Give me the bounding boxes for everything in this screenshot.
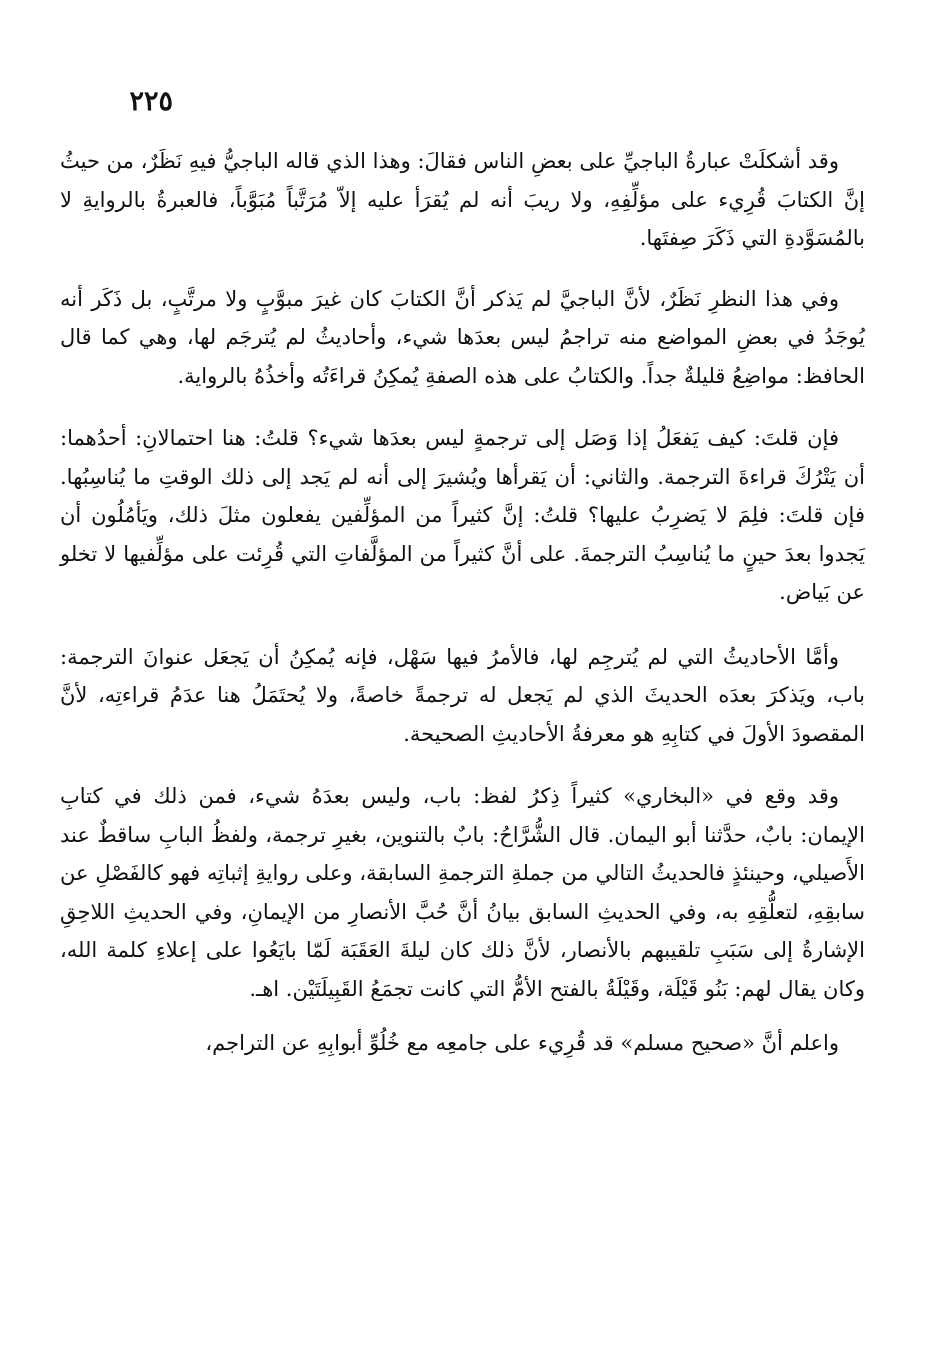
paragraph-6: واعلم أنَّ «صحيح مسلم» قد قُرِيء على جامعِه مع خُلُوِّ أبوابِهِ عن التراجم،: [205, 1031, 839, 1055]
paragraph-2: وفي هذا النظرِ نَظَرٌ، لأنَّ الباجيَّ لم يَذكر أنَّ الكتابَ كان غيرَ مبوَّبٍ ولا مرتَّبٍ، بل ذَكَر أنه يُوجَدُ في بعضِ المواضع منه تراجمُ ليس بعدَها شيء، وأحاديثُ لم يُترجَم لها، وهي كما قال الحافظ: مواضِعُ قليلةٌ جداً. والكتابُ على هذه الصفةِ يُمكِنُ قراءَتُه وأخذُهُ بالرواية.: [60, 286, 865, 388]
paragraph-4: وأمَّا الأحاديثُ التي لم يُترجِم لها، فالأمرُ فيها سَهْل، فإنه يُمكِنُ أن يَجعَل عنوانَ الترجمة: باب، ويَذكرَ بعدَه الحديثَ الذي لم يَجعل له ترجمةً خاصةً، ولا يُحتَمَلُ هنا عدَمُ قراءتِه، لأنَّ المقصودَ الأولَ في كتابِهِ هو معرفةُ الأحاديثِ الصحيحة.: [60, 644, 865, 746]
paragraph-5: وقد وقع في «البخاري» كثيراً ذِكرُ لفظ: باب، وليس بعدَهُ شيء، فمن ذلك في كتابِ الإيمان: بابٌ، حدَّثنا أبو اليمان. قال الشُّرَّاحُ: بابٌ بالتنوين، بغيرِ ترجمة، ولفظُ البابِ ساقطٌ عند الأَصيلي، وحينئذٍ فالحديثُ التالي من جملةِ الترجمةِ السابقة، وعلى روايةِ إثباتِه فهو كالفَصْلِ عن سابقِهِ، لتعلُّقِهِ به، وفي الحديثِ السابق بيانُ أنَّ حُبَّ الأنصارِ من الإيمانِ، وفي الحديثِ اللاحِقِ الإشارةُ إلى سَبَبِ تلقيبهم بالأنصار، لأنَّ ذلك كان ليلةَ العَقَبَة لَمّا بايَعُوا على إعلاءِ كلمة الله، وكان يقال لهم: بَنُو قَيْلَة، وقَيْلَةُ بالفتح الأمُّ التي كانت تجمَعُ القَبِيلَتَيْن. اهـ.: [60, 784, 865, 1001]
paragraph-3: فإن قلتَ: كيف يَفعَلُ إذا وَصَل إلى ترجمةٍ ليس بعدَها شيء؟ قلتُ: هنا احتمالانِ: أحدُهما: أن يَتْرُكَ قراءةَ الترجمة. والثاني: أن يَقرأها ويُشيرَ إلى أنه لم يَجد إلى ذلك الوقتِ ما يُناسِبُها. فإن قلتَ: فلِمَ لا يَضرِبُ عليها؟ قلتُ: إنَّ كثيراً من المؤلِّفين يفعلون مثلَ ذلك، ويَأمُلُون أن يَجدوا بعدَ حينٍ ما يُناسِبُ الترجمةَ. على أنَّ كثيراً من المؤلَّفاتِ التي قُرِئت على مؤلِّفيها لا تخلو عن بَياض.: [60, 426, 865, 604]
body-text: [60, 142, 865, 1063]
paragraph-1: وقد أشكلَتْ عبارةُ الباجيِّ على بعضِ الناس فقالَ: وهذا الذي قاله الباجيُّ فيهِ نَظَرٌ، من حيثُ إنَّ الكتابَ قُرِيء على مؤلِّفِهِ، ولا ريبَ أنه لم يُقرَأ عليه إلاّ مُرَتَّباً مُبَوَّباً، فالعبرةُ بالروايةِ لا بالمُسَوَّدةِ التي ذَكَرَ صِفتَها.: [60, 149, 865, 250]
page-number: ٢٢٥: [129, 86, 173, 117]
